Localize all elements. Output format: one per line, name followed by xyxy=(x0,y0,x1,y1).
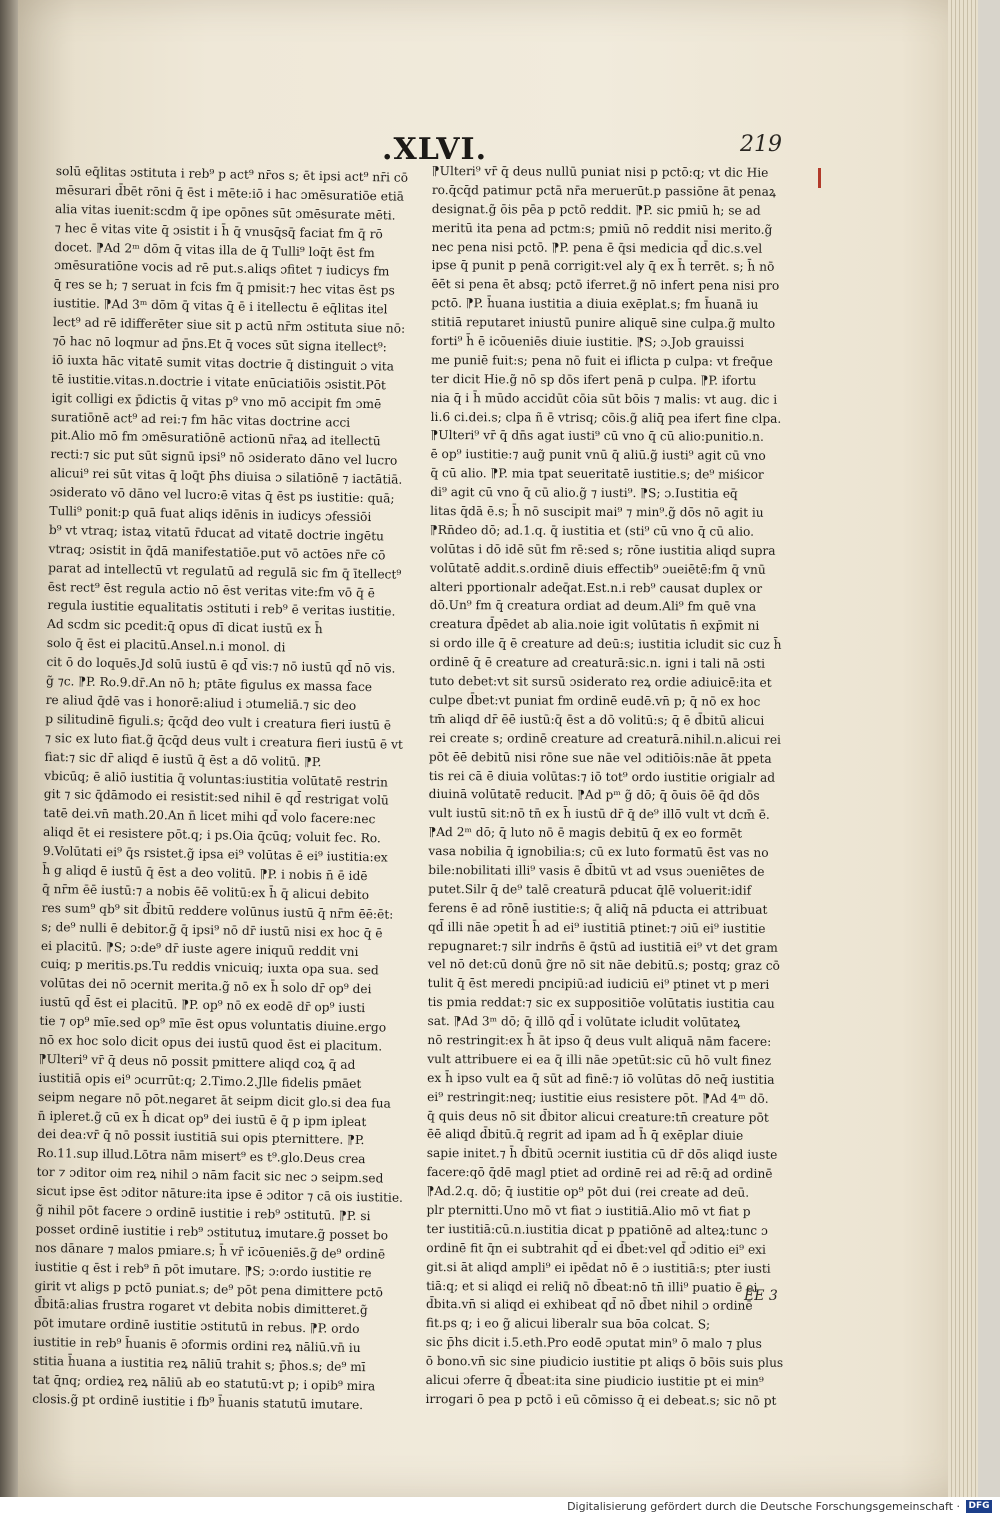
text-line: aliqd ēt ei resistere pōt.q; i ps.Oia q̄cūq; voluit fec. Ro. xyxy=(43,825,381,846)
text-line: repugnaret:⁊ silr indrn̄s ē q̄stū ad iustitiā ei⁹ vt det gram xyxy=(427,938,778,955)
text-line: re aliud q̄dē vas i honorē:aliud i ɔtumeliā.⁊ sic deo xyxy=(45,692,357,713)
text-line: girit vt aligs p pctō puniat.s; de⁹ pōt pena dimittere pctō xyxy=(34,1278,384,1300)
text-line: culpe d̄bet:vt puniat fm ordinē eudē.vn̄ p; q̄ nō ex hoc xyxy=(429,692,761,709)
text-line: tatē dei.vn̄ math.20.An n̄ licet mihi qd̄ volo facere:nec xyxy=(43,806,376,827)
text-line: d̄bitā:alias frustra rogaret vt debita nobis dimitteret.g̃ xyxy=(33,1297,368,1318)
text-line: alicui ɔferre q̄ d̄beat:ita sine piudicio iustitie pt ei min⁹ xyxy=(425,1372,764,1389)
text-line: nō ex hoc solo dicit opus dei iustū quod ēst ei placitum. xyxy=(39,1032,383,1054)
text-line: ⁋Ad 2ᵐ dō; q̄ luto nō ē magis debitū q̄ ex eo formēt xyxy=(428,825,743,841)
text-line: bile:nobilitati illi⁹ vasis ē d̄bitū vt ad vsus ɔueniētes de xyxy=(428,862,765,879)
text-line: cit ō do loquēs.Jd solū iustū ē qd̄ vis:⁊ nō iustū qd̄ nō vis. xyxy=(46,655,396,676)
text-line: ordinē q̄ ē creature ad creaturā:sic.n. igni i tali nā ɔsti xyxy=(429,655,766,671)
left-text-column xyxy=(32,162,426,1413)
text-line: Tulli⁹ ponit:p quā fuat aliqs idēnis in iudicys ɔfessiōi xyxy=(49,503,372,525)
text-line: seipm negare nō pōt.negaret āt seipm dicit glo.si dea fua xyxy=(37,1089,392,1111)
text-line: designat.g̃ ōis pēa p pctō reddit. ⁋P. sic pmiū h; se ad xyxy=(431,201,761,218)
text-line: nia q̄ i h̄ mūdo accidūt cōia sūt bōis ⁊ malis: vt aug. dic i xyxy=(430,390,778,407)
text-line: 9.Volūtati ei⁹ q̄s rsistet.g̃ ipsa ei⁹ volūtas ē ei⁹ iustitia:ex xyxy=(42,843,388,865)
text-line: iustū qd̄ ēst ei placitū. ⁋P. op⁹ nō ex eodē dr̄ op⁹ iusti xyxy=(39,995,366,1016)
text-line: ipse q̄ punit p penā corrigit:vel aly q̄ ex h̄ terrēt. s; h̄ nō xyxy=(431,258,775,275)
text-line: li.6 ci.dei.s; clpa ñ ē vtrisq; cōis.g̃ aliq̄ pea ifert fine clpa. xyxy=(430,409,782,426)
text-line: solo q̄ ēst ei placitū.Ansel.n.i monol. di xyxy=(46,636,286,655)
text-line: docet. ⁋Ad 2ᵐ dōm q̄ vitas illa de q̄ Tulli⁹ loq̄t ēst fm xyxy=(54,239,375,260)
text-line: alteri pportionalr adeq̄at.Est.n.i reb⁹ causat duplex or xyxy=(429,579,763,596)
text-line: closis.g̃ pt ordinē iustitie i fb⁹ h̄uanis statutū imutare. xyxy=(32,1391,364,1413)
text-line: ē op⁹ iustitie:⁊ aug̃ punit vnū q̄ aliū.g̃ iusti⁹ agit cū vno xyxy=(430,447,766,464)
text-line: ⁊ sic ex luto fiat.g̃ q̄cq̄d deus vult i creatura fieri iustū ē vt xyxy=(44,730,404,752)
text-line: sat. ⁋Ad 3ᵐ dō; q̄ illō qd̄ i volūtate icludit volūtateꝝ xyxy=(427,1014,741,1030)
text-line: stitia h̄uana a iustitia reꝝ nāliū trahit s; p̄hos.s; de⁹ mī xyxy=(32,1353,366,1375)
text-line: ⁋Ad.2.q. dō; q̄ iustitie op⁹ pōt dui (rei create ad deū. xyxy=(426,1184,750,1200)
text-line: Ad scdm sic pcedit:q̄ opus dī dicat iustū ex h̄ xyxy=(46,617,323,637)
text-line: ⁋Ulteri⁹ vr̄ q̄ deus nō possit pmittere aliqd coꝝ q̄ ad xyxy=(38,1051,356,1072)
text-line: alicui⁹ rei sūt vitas q̄ loq̄t p̄hs diuisa ɔ silatiōnē ⁊ iactātiā. xyxy=(49,466,403,487)
text-line: creatura d̄pēdet ab alia.noie igit volūtatis n̄ exp̄mit ni xyxy=(429,617,760,634)
text-line: dō.Un⁹ fm q̄ creatura ordiat ad deum.Ali⁹ fm quē vna xyxy=(429,598,757,615)
text-line: q̄ quis deus nō sit d̄bitor alicui creature:tn̄ creature pōt xyxy=(426,1108,769,1125)
text-line: ɔsiderato vō dāno vel lucro:ē vitas q̄ ēst ps iustitie: quā; xyxy=(49,485,395,506)
text-line: me puniē fuit:s; pena nō fuit ei iflicta p culpa: vt freq̄ue xyxy=(430,352,773,369)
text-line: ēēt si pena ēt absq; pctō iferret.g̃ nō infert pena nisi pro xyxy=(431,277,780,294)
text-line: recti:⁊ sic put sūt signū ipsi⁹ nō ɔsiderato dāno vel lucro xyxy=(50,447,398,468)
text-line: h̄ g aliqd ē iustū q̄ ēst a deo volitū. ⁋P. i nobis n̄ ē idē xyxy=(42,862,368,884)
text-line: ⁋Ulteri⁹ vr̄ q̄ dn̄s agat iusti⁹ cū vno q̄ cū alio:punitio.n. xyxy=(430,428,764,445)
text-line: ēst rect⁹ ēst regula actio nō ēst veritas vite:fm vō q̄ ē xyxy=(47,579,376,600)
text-line: facere:qō q̄dē magl ptiet ad ordinē rei ad rē:q̄ ad ordinē xyxy=(426,1165,773,1181)
text-line: alia vitas iuenit:scdm q̄ ipe opōnes sūt ɔmēsurate mēti. xyxy=(54,201,396,223)
text-line: vult attribuere ei ea q̄ illi nāe ɔpetūt:sic cū hō vult finez xyxy=(427,1051,772,1068)
text-line: nō restringit:ex h̄ āt ipso q̄ deus vult aliquā nām facere: xyxy=(427,1032,772,1049)
text-line: ter dicit Hie.g̃ nō sp dōs ifert penā p culpa. ⁋P. ifortu xyxy=(430,371,757,388)
text-line: pit.Alio mō fm ɔmēsuratiōnē actionū nr̄aꝝ ad itellectū xyxy=(50,428,381,449)
text-line: ō bono.vn̄ sic sine piudicio iustitie pt aliqs ō bōis suis plus xyxy=(425,1354,784,1370)
text-line: vasa nobilia q̄ ignobilia:s; cū ex luto formatū ēst vas no xyxy=(428,844,769,860)
text-line: diuinā volūtatē reducit. ⁋Ad pᵐ g̃ dō; q̄ ōuis ōē q̄d dōs xyxy=(428,787,760,804)
text-line: sicut ipse ēst ɔditor nāture:ita ipse ē ɔditor ⁊ cā ois iustitie. xyxy=(36,1183,404,1205)
text-line: ⁋Ulteri⁹ vr̄ q̄ deus nullū puniat nisi p pctō:q; vt dic Hie xyxy=(431,163,769,180)
text-line: tē iustitie.vitas.n.doctrie i vitate enūciatiōis ɔsistit.Pōt xyxy=(51,371,387,393)
running-head: .XLVI. xyxy=(382,132,488,167)
text-line: tis rei cā ē diuia volūtas:⁊ iō tot⁹ ordo iustitie origialr ad xyxy=(428,768,776,785)
text-line: s; de⁹ nulli ē debitor.g̃ q̄ ipsi⁹ nō dr̄ iustū nisi ex hoc q̄ ē xyxy=(41,919,383,941)
text-line: sic p̄hs dicit i.5.eth.Pro eodē ɔputat min⁹ ō malo ⁊ plus xyxy=(425,1335,762,1351)
text-line: fiat:⁊ sic dr̄ aliqd ē iustū q̄ ēst a dō volitū. ⁋P. xyxy=(44,749,322,769)
signature-mark: EE 3 xyxy=(744,1288,778,1304)
text-line: git ⁊ sic q̄dāmodo ei resistit:sed nihil ē qd̄ restrigat volū xyxy=(43,787,389,808)
text-line: tie ⁊ op⁹ mīe.sed op⁹ mīe ēst opus voluntatis diuine.ergo xyxy=(39,1013,387,1035)
text-line: ei⁹ restringit:neq; iustitie eius resistere pōt. ⁋Ad 4ᵐ dō. xyxy=(427,1089,769,1106)
text-line: ɔmēsuratiōne vocis ad rē put.s.aliqs ɔfitet ⁊ iudicys fm xyxy=(53,258,390,279)
text-line: tiā:q; et si aliqd ei reliq̄ nō d̄beat:nō tn̄ illi⁹ puatio ē ei xyxy=(426,1278,758,1295)
text-line: g̃ ⁊c. ⁋P. Ro.9.dr̄.An nō h; ptāte figulus ex massa face xyxy=(45,673,373,695)
text-line: tulit q̄ ēst meredi pncipiū:ad iudiciū ei⁹ ptinet vt p meri xyxy=(427,976,770,993)
text-line: res sum⁹ qb⁹ sit d̄bitū reddere volūnus iustū q̄ nr̄m ēē:ēt: xyxy=(41,900,394,922)
text-line: ⁊ hec ē vitas vite q̄ ɔsistit i h̄ q̄ vnusq̄sq̄ faciat fm q̄ rō xyxy=(54,220,383,241)
text-line: ⁊ō hac nō loqmur ad p̄ns.Et q̄ voces sūt signa itellect⁹: xyxy=(52,333,387,355)
text-line: iustitie q ēst i reb⁹ n̄ pōt imutare. ⁋S; ɔ:ordo iustitie re xyxy=(34,1259,372,1280)
text-line: tm̄ aliqd dr̄ ēē iustū:q̄ ēst a dō volitū:s; q̄ ē d̄bitū alicui xyxy=(429,711,765,728)
text-line: pctō. ⁋P. h̄uana iustitia a diuia exēplat.s; fm h̄uanā iu xyxy=(431,296,759,312)
page-edges xyxy=(948,0,978,1497)
text-line: qd̄ illi nāe ɔpetit h̄ ad ei⁹ iustitiā ptinet:⁊ ɔiū ei⁹ iustitie xyxy=(427,919,766,936)
text-line: iō iuxta hāc vitatē sumit vitas doctrie q̄ distinguit ɔ vita xyxy=(52,352,395,374)
text-line: q̄ res se h; ⁊ seruat in fcis fm q̄ pmisit:⁊ hec vitas ēst ps xyxy=(53,277,395,298)
text-line: stitiā reputaret iniustū punire aliquē sine culpa.g̃ multo xyxy=(431,315,776,331)
text-line: volūtas dei nō ɔcernit merita.g̃ nō ex h̄ solo dr̄ op⁹ dei xyxy=(40,976,372,997)
text-line: nos dānare ⁊ malos pmiare.s; h̄ vr̄ icōueniēs.g̃ de⁹ ordinē xyxy=(35,1240,386,1262)
footer-bar xyxy=(0,1497,1000,1517)
text-line: sapie initet.⁊ h̄ d̄bitū ɔcernit iustitia cū dr̄ dōs aliqd iuste xyxy=(426,1146,778,1163)
dfg-logo: DFG xyxy=(966,1500,992,1513)
text-line: Ro.11.sup illud.Lōtra nām misert⁹ es t⁹.glo.Deus crea xyxy=(36,1146,366,1167)
text-line: ei placitū. ⁋S; ɔ:de⁹ dr̄ iuste agere iniquū reddit vni xyxy=(40,938,359,959)
text-line: d̄bita.vn̄ si aliqd ei exhibeat qd̄ nō d̄bet nihil ɔ ordinē xyxy=(425,1297,753,1314)
text-line: igit colligi ex p̄dictis q̄ vitas p⁹ vno mō accipit fm ɔmē xyxy=(51,390,382,411)
text-line: fit.ps q; i eo g̃ alicui liberalr sua bōa colcat. S; xyxy=(425,1316,711,1332)
text-line: ter iustitiā:cū.n.iustitia dicat p ppatiōnē ad alteꝝ:tunc ɔ xyxy=(426,1221,768,1238)
text-line: ferens ē ad rōnē iustitie:s; q̄ aliq̄ nā pducta ei attribuat xyxy=(428,900,768,917)
text-line: ordinē fit q̄n ei subtrahit qd̄ ei d̄bet:vel qd̄ ɔditio ei⁹ exi xyxy=(426,1240,766,1257)
text-line: nec pena nisi pctō. ⁋P. pena ē q̄si medicia qd̄ dic.s.vel xyxy=(431,239,763,256)
text-line: ēē aliqd d̄bitū.q̄ regrit ad ipam ad h̄ q̄ exēplar diuie xyxy=(426,1127,744,1144)
digitization-credit: Digitalisierung gefördert durch die Deutsche Forschungsgemeinschaft · xyxy=(567,1500,960,1513)
text-line: forti⁹ h̄ ē icōueniēs diuie iustitie. ⁋S; ɔ.Job grauissi xyxy=(431,334,745,350)
text-line: volūtas i dō idē sūt fm rē:sed s; rōne iustitia aliqd supra xyxy=(429,541,776,558)
text-line: posset ordinē iustitie i reb⁹ ɔstitutuꝝ imutare.g̃ posset bo xyxy=(35,1221,389,1243)
text-line: di⁹ agit cū vno q̄ cū alio.g̃ ⁊ iusti⁹. ⁋S; ɔ.Iustitia eq̄ xyxy=(430,485,738,501)
text-line: iustitiā opis ei⁹ ɔcurrūt:q; 2.Timo.2.Jlle fidelis pmāet xyxy=(38,1070,362,1091)
text-line: b⁹ vt vtraq; istaꝝ vitatū r̄ducat ad vitatē doctrie ingētu xyxy=(48,522,385,544)
text-line: putet.Silr q̄ de⁹ talē creaturā pducat q̄lē voluerit:idif xyxy=(428,881,752,898)
text-line: suratiōnē act⁹ ad rei:⁊ fm hāc vitas doctrine acci xyxy=(50,409,351,430)
text-line: q̄ cū alio. ⁋P. mia tpat seueritatē iustitie.s; de⁹ miśicor xyxy=(430,466,764,482)
text-line: ⁋Rn̄deo dō; ad.1.q. q̄ iustitia et (sti⁹ cū vno q̄ cū alio. xyxy=(430,522,755,539)
text-line: meritū ita pena ad pctm:s; pmiū nō reddit nisi merito.g̃ xyxy=(431,220,773,237)
text-line: parat ad intellectū vt regulatū ad regulā sic fm q̄ ītellect⁹ xyxy=(48,560,402,582)
text-line: solū eq̄litas ɔstituta i reb⁹ p act⁹ nr̄os s; ēt ipsi act⁹ nr̄i cō xyxy=(55,163,409,185)
right-text-column xyxy=(425,162,824,1408)
text-line: vtraq; ɔsistit in q̄dā manifestatiōe.put vō actōes nr̄e cō xyxy=(48,541,386,563)
text-line: irrogari ō pea p pctō i eū cōmisso q̄ ei debeat.s; sic nō pt xyxy=(425,1391,777,1408)
text-line: ro.q̄cq̄d patimur pctā nr̄a meruerūt.p passiōne āt penaꝝ xyxy=(431,182,777,199)
text-line: regula iustitie equalitatis ɔstituti i reb⁹ ē veritas iustitie. xyxy=(47,598,396,620)
text-line: tor ⁊ ɔditor oim reꝝ nihil ɔ nām facit sic nec ɔ seipm.sed xyxy=(36,1165,384,1186)
text-line: g̃ nihil pōt facere ɔ ordinē iustitie i reb⁹ ɔstitutū. ⁋P. si xyxy=(35,1202,371,1224)
text-line: vel nō det:cū donū g̃re nō sit nāe debitū.s; postq; graz cō xyxy=(427,957,780,974)
leaf-number: 219 xyxy=(740,132,782,157)
text-line: vbicūq; ē aliō iustitia q̄ voluntas:iustitia volūtatē restrin xyxy=(44,768,389,789)
text-line: q̄ nr̄m ēē iustū:⁊ a nobis ēē volitū:ex h̄ q̄ alicui debito xyxy=(41,881,370,902)
text-line: ex h̄ ipso vult ea q̄ sūt ad finē:⁊ iō volūtas dō neq̄ iustitia xyxy=(427,1070,775,1087)
text-line: tis pmia reddat:⁊ sic ex suppositiōe volūtatis iustitia cau xyxy=(427,995,775,1011)
text-line: mēsurari d̄bēt rōni q̄ ēst i mēte:iō i hac ɔmēsuratiōe etiā xyxy=(55,182,405,204)
text-line: lect⁹ ad rē idifferēter siue sit p actū nr̄m ɔstituta siue nō: xyxy=(52,315,406,336)
text-line: pōt ēē debitū nisi rōne sue nāe vel ɔditiōis:nāe āt ppeta xyxy=(428,749,772,766)
text-line: git.si āt aliqd ampli⁹ ei ipēdat nō ē ɔ iustitiā:s; pter iusti xyxy=(426,1259,771,1276)
text-line: tuto debet:vt sit sursū ɔsiderato reꝝ ordie adiuicē:ita et xyxy=(429,674,772,690)
text-line: rei create s; ordinē creature ad creaturā.nihil.n.alicui rei xyxy=(428,730,781,747)
text-line: plr pternitti.Uno mō vt fiat ɔ iustitiā.Alio mō vt fiat p xyxy=(426,1202,751,1219)
text-line: pōt imutare ordinē iustitie ɔstitutū in rebus. ⁋P. ordo xyxy=(33,1316,360,1337)
text-line: cuiq; p meritis.ps.Tu reddis vnicuiq; iuxta opa sua. sed xyxy=(40,957,379,978)
text-line: vult iustū sit:nō tn̄ ex h̄ iustū dr̄ q̄ de⁹ illō vult vt dcm̄ ē. xyxy=(428,806,770,823)
text-line: litas q̄dā ē.s; h̄ nō suscipit mai⁹ ⁊ min⁹.g̃ dōs nō agit iu xyxy=(430,504,764,520)
text-line: dei dea:vr̄ q̄ nō possit iustitiā sui opis pternittere. ⁋P. xyxy=(37,1127,365,1148)
text-line: n̄ ipleret.g̃ cū ex h̄ dicat op⁹ dei iustū ē q̄ p ipm ipleat xyxy=(37,1108,367,1129)
text-line: iustitie. ⁋Ad 3ᵐ dōm q̄ vitas q̄ ē i itellectu ē eq̄litas itel xyxy=(53,296,388,317)
text-line: p silitudinē figuli.s; q̄cq̄d deo vult i creatura fieri iustū ē xyxy=(45,711,392,733)
text-line: iustitie in reb⁹ h̄uanis ē ɔformis ordini reꝝ nāliū.vn̄ iu xyxy=(33,1335,361,1356)
text-line: volūtatē addit.s.ordinē diuis effectib⁹ ɔueiētē:fm q̄ vnū xyxy=(429,560,766,577)
text-line: si ordo ille q̄ ē creature ad deū:s; iustitia icludit sic cuz h̄ xyxy=(429,636,782,653)
text-line: tat q̄nq; ordieꝝ reꝝ nāliū ab eo statutū:vt p; i opib⁹ mira xyxy=(32,1372,376,1394)
